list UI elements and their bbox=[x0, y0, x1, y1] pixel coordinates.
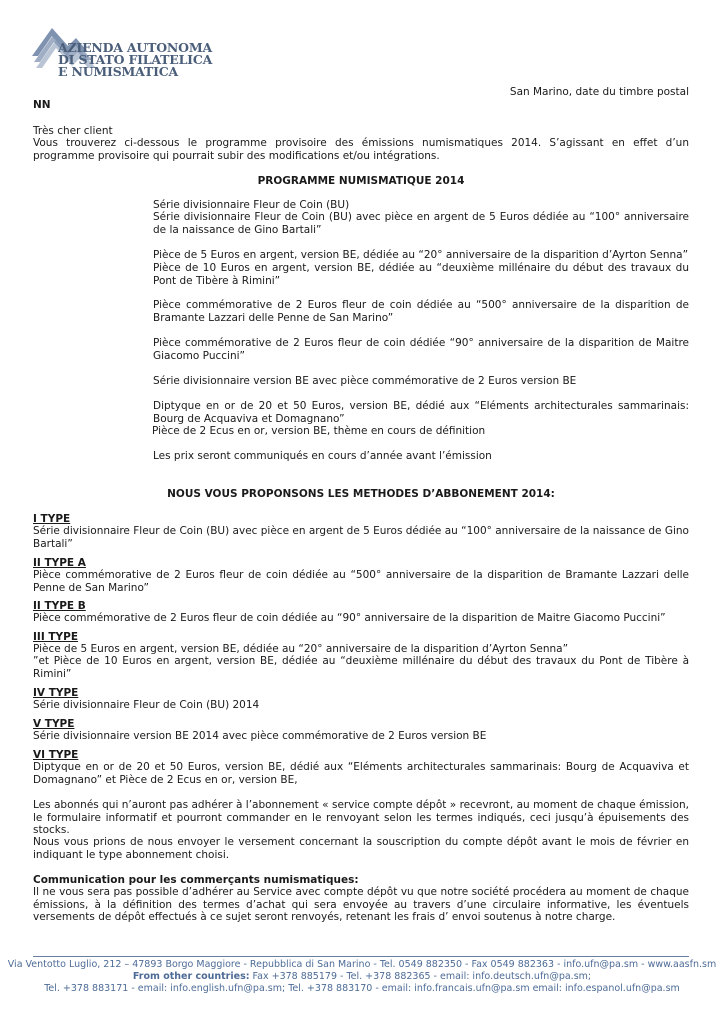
type-heading: II TYPE A bbox=[33, 557, 86, 569]
type-heading: IV TYPE bbox=[33, 687, 79, 699]
footer-divider bbox=[33, 956, 689, 957]
type-heading: II TYPE B bbox=[33, 600, 86, 612]
logo-text bbox=[58, 42, 212, 78]
subscription-note: Les abonnés qui n’auront pas adhérer à l’abonnement « service compte dépôt » recevront, au moment de chaque émission, le formulaire informatif et pourront commander en le renvoyant selon les termes indiqués, ceci jusqu’à épuisements des stocks. bbox=[33, 799, 689, 836]
programme-item: Pièce de 2 Ecus en or, version BE, thème en cours de définition bbox=[152, 425, 486, 437]
type-text: Pièce de 5 Euros en argent, version BE, dédiée au “20° anniversaire de la disparition d’Ayrton Senna” bbox=[33, 643, 569, 655]
subscription-title: NOUS VOUS PROPONSONS LES METHODES D’ABBONEMENT 2014: bbox=[167, 488, 555, 500]
type-text: Série divisionnaire Fleur de Coin (BU) avec pièce en argent de 5 Euros dédiée au “100° anniversaire de la naissance de Gino Bartali” bbox=[33, 525, 689, 550]
programme-item: Pièce commémorative de 2 Euros fleur de coin dédiée au “500° anniversaire de la disparition de Bramante Lazzari delle Penne de San Marino” bbox=[153, 299, 689, 324]
intro-text: Vous trouverez ci-dessous le programme provisoire des émissions numismatiques 2014. S’agissant en effet d’un programme provisoire qui pourrait subir des modifications et/ou intégrations. bbox=[33, 137, 689, 162]
merchants-title: Communication pour les commerçants numismatiques: bbox=[33, 874, 359, 886]
programme-item: Pièce commémorative de 2 Euros fleur de coin dédiée “90° anniversaire de la disparition de Maitre Giacomo Puccini” bbox=[153, 337, 689, 362]
type-text: Diptyque en or de 20 et 50 Euros, version BE, dédié aux “Eléments architecturales sammarinais: Bourg de Acquaviva et Domagnano” et Pièce de 2 Ecus en or, version BE, bbox=[33, 761, 689, 786]
footer-international bbox=[0, 971, 724, 983]
programme-item: Pièce de 10 Euros en argent, version BE, dédiée au “deuxième millénaire du début des travaux du Pont de Tibère à Rimini” bbox=[153, 262, 689, 287]
merchants-text: Il ne vous sera pas possible d’adhérer au Service avec compte dépôt vu que notre société procédera au moment de chaque émissions, à la définition des termes d’achat qui sera envoyée au travers d’une circulaire informative, les éventuels versements de dépôt effectués à ce sujet seront renvoyés, retenant les frais d’ envoi soutenus à notre charge. bbox=[33, 886, 689, 923]
type-text: Série divisionnaire version BE 2014 avec pièce commémorative de 2 Euros version BE bbox=[33, 730, 487, 742]
logo bbox=[30, 22, 215, 84]
addressee: NN bbox=[33, 99, 51, 111]
logo-line: AZIENDA AUTONOMA bbox=[58, 40, 212, 55]
footer-address: Via Ventotto Luglio, 212 – 47893 Borgo Maggiore - Repubblica di San Marino - Tel. 0549 882350 - Fax 0549 882363 - info.ufn@pa.sm - www.aasfn.sm bbox=[7, 959, 717, 970]
place-date: San Marino, date du timbre postal bbox=[509, 86, 689, 98]
type-text: ”et Pièce de 10 Euros en argent, version BE, dédiée au “deuxième millénaire du début des travaux du Pont de Tibère à Rimini” bbox=[33, 655, 689, 680]
programme-item: Série divisionnaire Fleur de Coin (BU) avec pièce en argent de 5 Euros dédiée au “100° anniversaire de la naissance de Gino Bartali” bbox=[153, 211, 689, 236]
type-text: Pièce commémorative de 2 Euros fleur de coin dédiée au “90° anniversaire de la disparition de Maitre Giacomo Puccini” bbox=[33, 612, 666, 624]
logo-line: DI STATO FILATELICA bbox=[58, 52, 213, 67]
type-text: Série divisionnaire Fleur de Coin (BU) 2014 bbox=[33, 699, 260, 711]
programme-item: Diptyque en or de 20 et 50 Euros, version BE, dédié aux “Eléments architecturales sammarinais: Bourg de Acquaviva et Domagnano” bbox=[153, 400, 689, 425]
footer-emails: Tel. +378 883171 - email: info.english.ufn@pa.sm; Tel. +378 883170 - email: info.francais.ufn@pa.sm email: info.espanol.ufn@pa.sm bbox=[44, 983, 680, 994]
programme-item: Pièce de 5 Euros en argent, version BE, dédiée au “20° anniversaire de la disparition d’Ayrton Senna” bbox=[153, 249, 689, 261]
type-heading: III TYPE bbox=[33, 631, 79, 643]
footer-international-contacts: Fax +378 885179 - Tel. +378 882365 - email: info.deutsch.ufn@pa.sm; bbox=[249, 971, 592, 982]
programme-item: Série divisionnaire Fleur de Coin (BU) bbox=[153, 199, 350, 211]
footer-international-label: From other countries: bbox=[132, 971, 250, 982]
programme-note: Les prix seront communiqués en cours d’année avant l’émission bbox=[153, 450, 492, 462]
greeting: Très cher client bbox=[33, 125, 113, 137]
type-heading: VI TYPE bbox=[33, 749, 79, 761]
programme-title: PROGRAMME NUMISMATIQUE 2014 bbox=[257, 175, 465, 187]
type-heading: I TYPE bbox=[33, 513, 71, 525]
type-text: Pièce commémorative de 2 Euros fleur de coin dédiée au “500° anniversaire de la disparition de Bramante Lazzari delle Penne de San Marino” bbox=[33, 569, 689, 594]
logo-line: E NUMISMATICA bbox=[58, 64, 178, 79]
subscription-note: Nous vous prions de nous envoyer le versement concernant la souscription du compte dépôt avant le mois de février en indiquant le type abonnement choisi. bbox=[33, 836, 689, 861]
type-heading: V TYPE bbox=[33, 718, 75, 730]
programme-item: Série divisionnaire version BE avec pièce commémorative de 2 Euros version BE bbox=[153, 375, 577, 387]
